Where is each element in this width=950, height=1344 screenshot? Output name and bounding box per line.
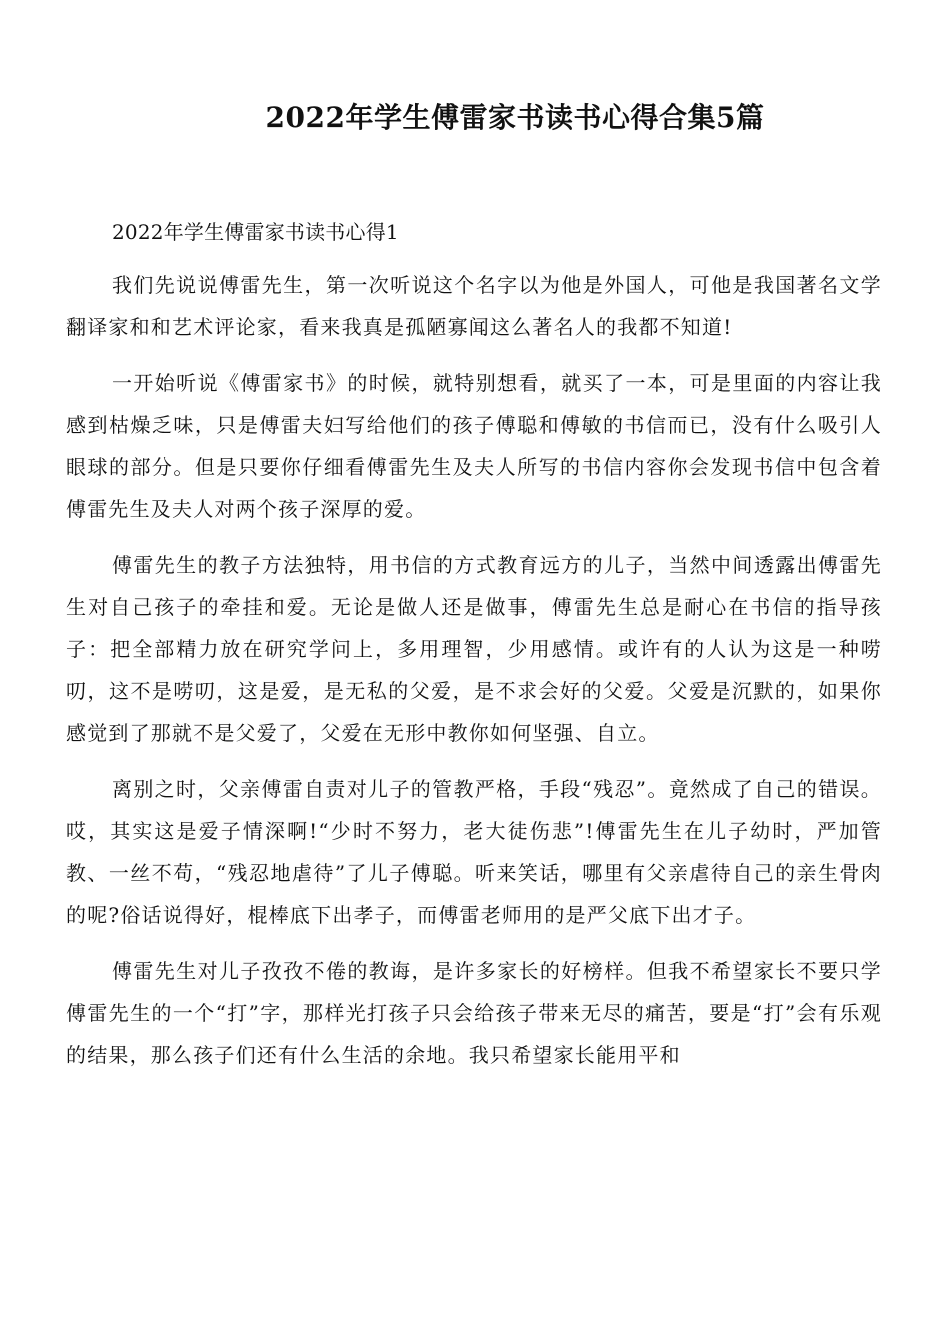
paragraph-4: 离别之时，父亲傅雷自责对儿子的管教严格，手段“残忍”。竟然成了自己的错误。哎，其实这是爱子情深啊!“少时不努力，老大徒伤悲”!傅雷先生在儿子幼时，严加管教、一丝不苟，“残忍地虐待”了儿子傅聪。听来笑话，哪里有父亲虐待自己的亲生骨肉的呢?俗话说得好，棍棒底下出孝子，而傅雷老师用的是严父底下出才子。 xyxy=(66,777,882,927)
document-title: 2022年学生傅雷家书读书心得合集5篇 xyxy=(265,101,765,134)
paragraph-2: 一开始听说《傅雷家书》的时候，就特别想看，就买了一本，可是里面的内容让我感到枯燥乏味，只是傅雷夫妇写给他们的孩子傅聪和傅敏的书信而已，没有什么吸引人眼球的部分。但是只要你仔细看傅雷先生及夫人所写的书信内容你会发现书信中包含着傅雷先生及夫人对两个孩子深厚的爱。 xyxy=(66,371,882,521)
document-body xyxy=(66,212,882,1076)
section-heading: 2022年学生傅雷家书读书心得1 xyxy=(112,220,399,244)
paragraph-5: 傅雷先生对儿子孜孜不倦的教诲，是许多家长的好榜样。但我不希望家长不要只学傅雷先生的一个“打”字，那样光打孩子只会给孩子带来无尽的痛苦，要是“打”会有乐观的结果，那么孩子们还有什么生活的余地。我只希望家长能用平和 xyxy=(66,959,882,1067)
paragraph-3: 傅雷先生的教子方法独特，用书信的方式教育远方的儿子，当然中间透露出傅雷先生对自己孩子的牵挂和爱。无论是做人还是做事，傅雷先生总是耐心在书信的指导孩子：把全部精力放在研究学问上，多用理智，少用感情。或许有的人认为这是一种唠叨，这不是唠叨，这是爱，是无私的父爱，是不求会好的父爱。父爱是沉默的，如果你感觉到了那就不是父爱了，父爱在无形中教你如何坚强、自立。 xyxy=(66,553,882,745)
paragraph-1: 我们先说说傅雷先生，第一次听说这个名字以为他是外国人，可他是我国著名文学翻译家和和艺术评论家，看来我真是孤陋寡闻这么著名人的我都不知道! xyxy=(66,273,882,339)
